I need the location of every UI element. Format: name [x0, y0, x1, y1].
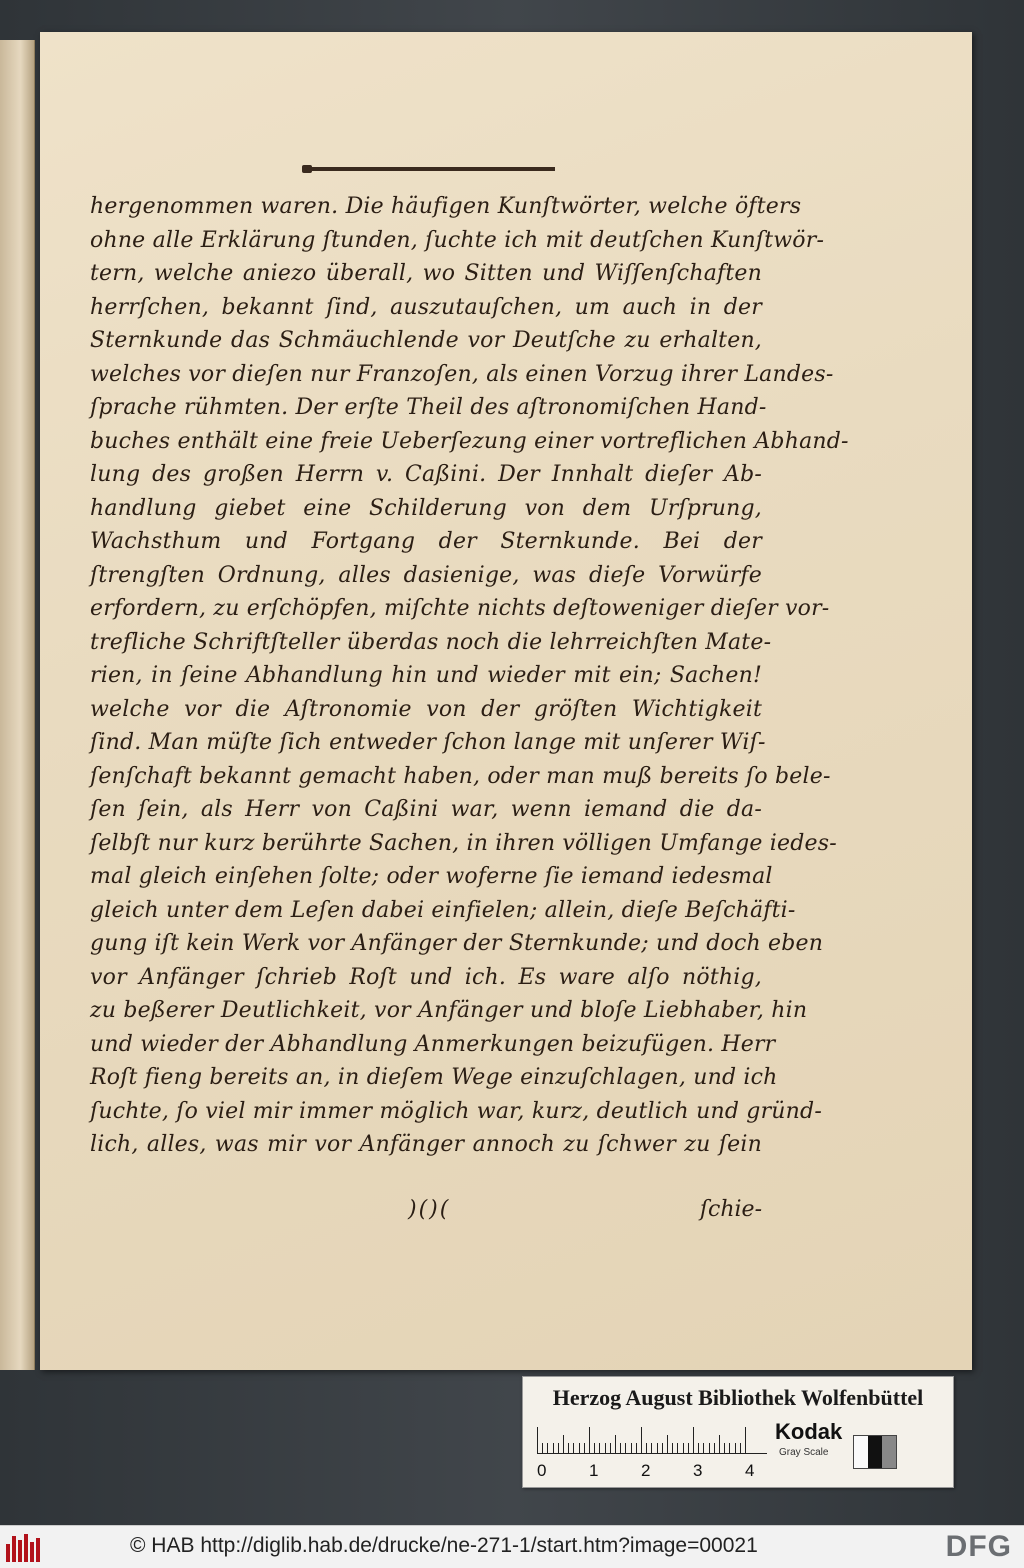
- ruler-tick: [709, 1443, 710, 1453]
- ruler-tick: [636, 1443, 637, 1453]
- copyright-link[interactable]: © HAB http://diglib.hab.de/drucke/ne-271-1/start.htm?image=00021: [130, 1534, 758, 1557]
- ruler-number: 1: [589, 1461, 599, 1480]
- text-line: mal gleich einſehen ſolte; oder woferne ſie iemand iedesmal: [90, 864, 773, 889]
- text-line: tern, welche aniezo überall, wo Sitten und Wiſſenſchaften: [90, 261, 762, 286]
- text-line: vor Anfänger ſchrieb Roſt und ich. Es ware alſo nöthig,: [90, 964, 762, 990]
- ruler-tick: [657, 1443, 658, 1453]
- signature-mark: )()(: [408, 1197, 451, 1222]
- header-rule: [310, 167, 555, 171]
- text-line: und wieder der Abhandlung Anmerkungen beizufügen. Herr: [90, 1031, 776, 1057]
- ruler-tick: [579, 1443, 580, 1453]
- ruler-tick: [568, 1443, 569, 1453]
- ruler-tick: [620, 1443, 621, 1453]
- ruler-tick: [646, 1443, 647, 1453]
- text-line: trefliche Schriftſteller überdas noch die lehrreichſten Mate-: [90, 629, 772, 655]
- hab-logo-icon: [6, 1532, 46, 1562]
- footer-bar: [0, 1525, 1024, 1568]
- text-line: ohne alle Erklärung ſtunden, ſuchte ich mit deutſchen Kunſtwör-: [90, 227, 825, 253]
- ruler-tick: [599, 1443, 600, 1453]
- ruler-tick: [724, 1443, 725, 1453]
- ruler-number: 0: [537, 1461, 547, 1480]
- ruler-number: 3: [693, 1461, 703, 1480]
- ruler-tick: [641, 1427, 642, 1453]
- text-line: Roſt fieng bereits an, in dieſem Wege einzuſchlagen, und ich: [90, 1065, 778, 1090]
- library-name: Herzog August Bibliothek Wolfenbüttel: [552, 1385, 924, 1410]
- text-line: lich, alles, was mir vor Anfänger annoch zu ſchwer zu ſein: [90, 1132, 762, 1157]
- ruler-tick: [719, 1435, 720, 1453]
- ruler-tick: [615, 1435, 616, 1453]
- text-line: lung des großen Herrn v. Caßini. Der Innhalt dieſer Ab-: [90, 462, 762, 487]
- measurement-ruler: [537, 1423, 767, 1454]
- text-line: handlung giebet eine Schilderung von dem Urſprung,: [90, 495, 762, 521]
- ruler-tick: [729, 1443, 730, 1453]
- text-line: ſprache rühmten. Der erſte Theil des aſtronomiſchen Hand-: [90, 395, 767, 420]
- ruler-tick: [631, 1443, 632, 1453]
- ruler-tick: [563, 1435, 564, 1453]
- book-page: [40, 32, 972, 1370]
- ruler-tick: [703, 1443, 704, 1453]
- text-line: ſen ſein, als Herr von Caßini war, wenn iemand die da-: [90, 797, 762, 822]
- text-line: erfordern, zu erſchöpfen, miſchte nichts deſtoweniger dieſer vor-: [90, 596, 830, 621]
- text-line: rien, in ſeine Abhandlung hin und wieder mit ein; Sachen!: [90, 663, 762, 688]
- ruler-tick: [547, 1443, 548, 1453]
- previous-page-edge: [0, 40, 35, 1370]
- ruler-number: 2: [641, 1461, 651, 1480]
- ruler-tick: [693, 1427, 694, 1453]
- text-line: zu beßerer Deutlichkeit, vor Anfänger und bloſe Liebhaber, hin: [90, 998, 808, 1023]
- ruler-tick: [589, 1427, 590, 1453]
- ruler-tick: [553, 1443, 554, 1453]
- ruler-tick: [537, 1427, 538, 1453]
- ruler-tick: [558, 1443, 559, 1453]
- ruler-tick: [672, 1443, 673, 1453]
- library-label-card: [522, 1376, 954, 1488]
- text-line: gleich unter dem Leſen dabei einfielen; allein, dieſe Beſchäfti-: [90, 897, 796, 923]
- ruler-tick: [610, 1443, 611, 1453]
- ruler-tick: [688, 1443, 689, 1453]
- gray-scale-label: Gray Scale: [779, 1447, 829, 1458]
- text-line: ſelbſt nur kurz berührte Sachen, in ihren völligen Umfange iedes-: [90, 830, 837, 856]
- ruler-tick: [740, 1443, 741, 1453]
- text-line: buches enthält eine freie Ueberſezung einer vortreflichen Abhand-: [90, 428, 849, 454]
- ruler-tick: [542, 1443, 543, 1453]
- ruler-tick: [584, 1443, 585, 1453]
- ruler-tick: [573, 1443, 574, 1453]
- text-line: herrſchen, bekannt ſind, auszutauſchen, um auch in der: [90, 294, 762, 320]
- ruler-tick: [677, 1443, 678, 1453]
- ruler-tick: [662, 1443, 663, 1453]
- text-line: welches vor dieſen nur Franzoſen, als einen Vorzug ihrer Landes-: [90, 361, 834, 387]
- page-text: [90, 190, 849, 1162]
- ruler-tick: [698, 1443, 699, 1453]
- ruler-tick: [745, 1427, 746, 1453]
- dfg-logo: DFG: [945, 1530, 1012, 1563]
- text-line: Wachsthum und Fortgang der Sternkunde. Bei der: [90, 529, 762, 554]
- text-line: Sternkunde das Schmäuchlende vor Deutſche zu erhalten,: [90, 328, 762, 353]
- ruler-tick: [605, 1443, 606, 1453]
- ruler-number: 4: [745, 1461, 755, 1480]
- text-line: welche vor die Aſtronomie von der gröſten Wichtigkeit: [90, 696, 762, 722]
- text-line: hergenommen waren. Die häufigen Kunſtwörter, welche öfters: [90, 194, 802, 219]
- text-line: ſenſchaft bekannt gemacht haben, oder man muß bereits ſo bele-: [90, 763, 831, 789]
- kodak-brand: Kodak: [775, 1419, 843, 1444]
- ruler-tick: [667, 1435, 668, 1453]
- ruler-tick: [735, 1443, 736, 1453]
- ruler-tick: [594, 1443, 595, 1453]
- ruler-tick: [651, 1443, 652, 1453]
- text-line: gung iſt kein Werk vor Anfänger der Sternkunde; und doch eben: [90, 931, 824, 956]
- text-line: ſind. Man müſte ſich entweder ſchon lange mit unſerer Wiſ-: [90, 730, 766, 755]
- text-line: ſuchte, ſo viel mir immer möglich war, kurz, deutlich und gründ-: [90, 1098, 822, 1124]
- ruler-tick: [625, 1443, 626, 1453]
- ruler-tick: [714, 1443, 715, 1453]
- gray-scale-swatch: [853, 1435, 897, 1469]
- catchword: ſchie-: [699, 1197, 762, 1222]
- text-line: ſtrengſten Ordnung, alles dasienige, was dieſe Vorwürfe: [90, 562, 762, 588]
- ruler-tick: [683, 1443, 684, 1453]
- page-footer: [90, 1197, 762, 1231]
